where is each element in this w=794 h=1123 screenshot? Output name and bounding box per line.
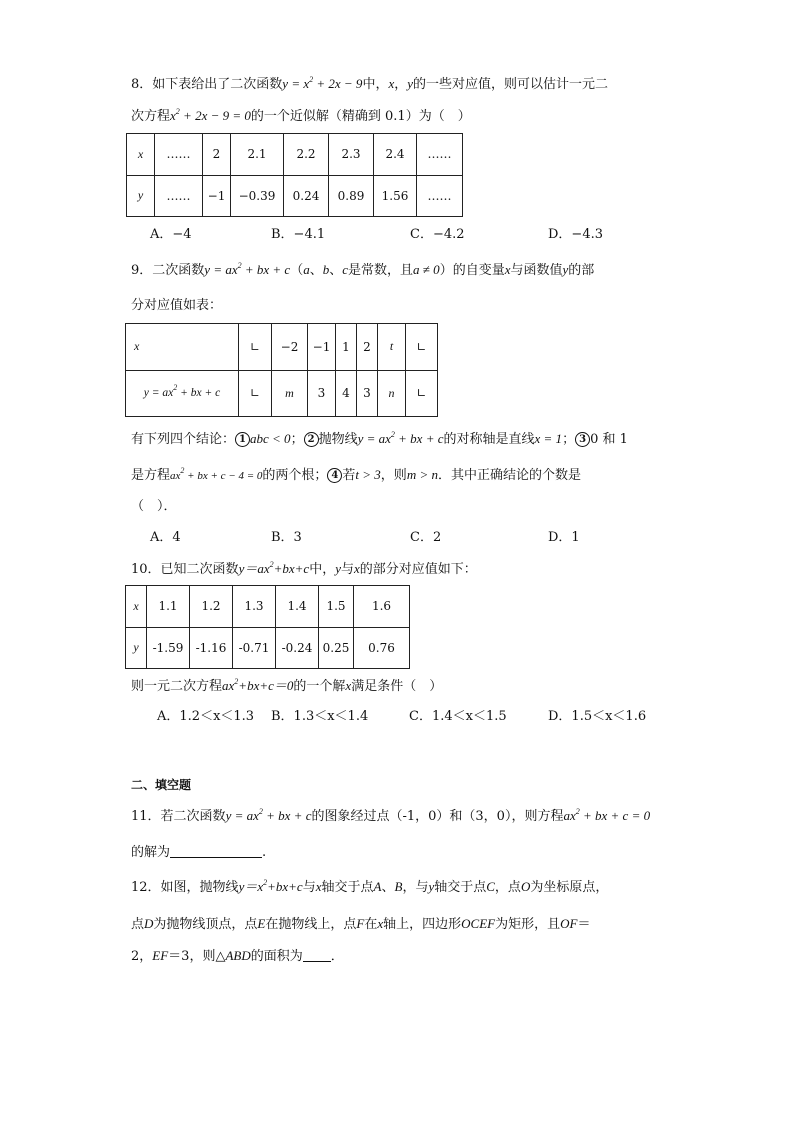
q8-text: 次方程 (131, 109, 171, 124)
q10-option-d[interactable]: D．1.5＜x＜1.6 (548, 709, 647, 724)
table-cell: 0.89 (329, 175, 374, 217)
q11-line-2 (131, 843, 266, 863)
q10-text: 已知二次函数 (160, 562, 239, 577)
q9-function: $y = ax^2$ + bx + c (204, 261, 291, 277)
q8-value-table (126, 133, 463, 217)
table-cell: 1.5 (319, 586, 354, 628)
table-cell: 1 (336, 324, 357, 371)
table-cell: −0.39 (231, 175, 284, 217)
q11-function: $y = ax^2$ + bx + c (225, 807, 312, 823)
q12-text: 轴交于点 (321, 880, 374, 895)
q12-var: O (520, 879, 531, 894)
q9-text: 的两个根； (262, 468, 328, 483)
circled-number-icon: 3 (575, 432, 590, 447)
q10-function: $y=ax^2+bx+c$ (238, 560, 310, 576)
q9-conclusion-2-function: $y = ax^2$ + bx + c (357, 430, 444, 446)
q8-options (150, 225, 750, 245)
q8-text: 的一个近似解（精确到 0.1）为（ ） (250, 109, 471, 124)
table-cell: y (127, 175, 155, 217)
q12-text: 在 (364, 917, 378, 932)
q9-text: （ (290, 263, 304, 278)
q9-conclusions-line-2 (131, 465, 581, 486)
q12-var: C (486, 879, 495, 894)
q12-var: F (356, 916, 365, 931)
q12-text: 轴上，四边形 (383, 917, 462, 932)
table-cell: y (126, 627, 147, 669)
q12-function: $y=x^2+bx+c$ (238, 878, 303, 894)
q11-text: 若二次函数 (160, 809, 226, 824)
q9-line-1 (131, 260, 594, 281)
q12-var: E (257, 916, 266, 931)
q8-option-a[interactable]: A．−4 (150, 227, 192, 242)
table-cell: -1.59 (147, 627, 190, 669)
circled-number-icon: 2 (304, 432, 319, 447)
q12-line-1 (131, 877, 608, 898)
table-cell: x (126, 586, 147, 628)
q11-text: . (262, 845, 267, 860)
table-cell: x (127, 134, 155, 176)
table-cell: 1.2 (190, 586, 233, 628)
table-cell: 2.4 (374, 134, 417, 176)
circled-number-icon: 4 (327, 468, 342, 483)
table-row (126, 370, 438, 417)
q10-line-1 (131, 559, 477, 580)
q9-var-y: y (562, 262, 569, 277)
q12-text: ＝3，则 (168, 949, 216, 964)
q11-number: 11． (131, 809, 161, 824)
q9-text: 抛物线 (318, 432, 358, 447)
q8-option-b[interactable]: B．−4.1 (271, 227, 326, 242)
q12-number: 12． (131, 880, 161, 895)
q9-text: 若 (342, 468, 356, 483)
q10-equation: $ax^2+bx+c=0$ (222, 677, 294, 693)
q12-text: 的面积为 (250, 949, 303, 964)
table-cell: 0.76 (354, 627, 410, 669)
table-row (127, 134, 463, 176)
table-cell: 1.6 (354, 586, 410, 628)
table-cell: n (378, 370, 406, 417)
q9-paren-line (131, 497, 177, 517)
q12-var: D (144, 916, 154, 931)
q10-line-2 (131, 676, 442, 697)
q9-option-b[interactable]: B．3 (271, 530, 302, 545)
table-cell: -0.24 (276, 627, 319, 669)
table-cell: ∟ (239, 370, 272, 417)
table-cell: 2.2 (284, 134, 329, 176)
q12-text: ＝ (577, 917, 591, 932)
q10-var-x: x (345, 678, 352, 693)
q9-text: ．其中正确结论的个数是 (437, 468, 581, 483)
q9-text: ； (562, 432, 576, 447)
q9-option-d[interactable]: D．1 (548, 530, 580, 545)
q8-line-1 (131, 74, 608, 95)
q9-text: 、 (329, 263, 343, 278)
section-heading: 二、填空题 (131, 778, 192, 792)
table-cell: …… (155, 134, 203, 176)
q10-option-c[interactable]: C．1.4＜x＜1.5 (409, 709, 507, 724)
q12-text: ． (330, 949, 344, 964)
q11-equation: $ax^2$ + bx + c = 0 (563, 807, 651, 823)
q12-var: A (373, 879, 382, 894)
q9-text: ）的自变量 (439, 263, 505, 278)
table-cell: 2 (203, 134, 231, 176)
q9-conclusion-4-result: m > n (406, 467, 438, 482)
table-row (126, 627, 410, 669)
q11-text: 的图象经过点（-1，0）和（3，0），则方程 (311, 809, 564, 824)
q9-number: 9． (131, 263, 153, 278)
q12-line-2 (131, 914, 590, 935)
table-cell: 1.56 (374, 175, 417, 217)
q10-var-y: y (335, 561, 341, 576)
q9-text: 有下列四个结论： (131, 432, 236, 447)
table-cell: m (272, 370, 308, 417)
q10-number: 10． (131, 562, 161, 577)
table-cell: …… (417, 134, 463, 176)
q12-var: OCEF (461, 916, 496, 931)
table-cell: -1.16 (190, 627, 233, 669)
q9-text: 与函数值 (510, 263, 563, 278)
q10-options (157, 707, 757, 727)
q9-text: 的部 (568, 263, 595, 278)
q10-text: 与 (341, 562, 355, 577)
q11-text: 的解为 (131, 845, 171, 860)
q8-text: 的一些对应值，则可以估计一元二 (413, 77, 609, 92)
q8-option-c[interactable]: C．−4.2 (410, 227, 465, 242)
q12-var: y (428, 879, 435, 894)
q9-answer-paren: （ ）． (131, 499, 177, 514)
q9-option-c[interactable]: C．2 (410, 530, 442, 545)
q10-text: 的一个解 (293, 679, 346, 694)
q10-text: 中， (309, 562, 336, 577)
q12-var: B (394, 879, 403, 894)
q8-var-y: y (407, 76, 414, 91)
q12-text: 与 (302, 880, 316, 895)
table-cell: …… (417, 175, 463, 217)
q11-line-1 (131, 806, 650, 827)
table-cell: t (378, 324, 406, 371)
q8-function: $y = x^2 + 2x - 9$ (282, 75, 363, 91)
q9-conclusion-4-condition: t > 3 (355, 467, 381, 482)
q12-text: ，与 (402, 880, 429, 895)
q9-conclusion-3-equation: $ax^2$ + bx + c − 4 = 0 (170, 466, 263, 482)
q12-text: 2， (131, 949, 153, 964)
q9-conclusion-1: abc < 0 (250, 431, 291, 446)
q9-line-2 (131, 296, 222, 316)
table-row (127, 175, 463, 217)
q12-text: 在抛物线上，点 (265, 917, 357, 932)
q12-text: 为抛物线顶点，点 (153, 917, 258, 932)
table-cell: $y = ax^2$ + bx + c (126, 370, 239, 417)
circled-number-icon: 1 (235, 432, 250, 447)
q12-text: 轴交于点 (434, 880, 487, 895)
table-cell: x (126, 324, 239, 371)
q10-value-table (125, 585, 410, 669)
q10-option-a[interactable]: A．1.2＜x＜1.3 (157, 709, 255, 724)
q9-text: ，则 (380, 468, 407, 483)
table-cell: 2.3 (329, 134, 374, 176)
table-cell: 1.3 (233, 586, 276, 628)
q9-conclusion-2-axis: x = 1 (534, 431, 563, 446)
q10-text: 的部分对应值如下： (359, 562, 477, 577)
table-cell: -0.71 (233, 627, 276, 669)
table-cell: 4 (336, 370, 357, 417)
q9-text: 的对称轴是直线 (443, 432, 535, 447)
q11-answer-blank[interactable] (170, 844, 262, 858)
q8-text: 如下表给出了二次函数 (152, 77, 283, 92)
table-cell: −2 (272, 324, 308, 371)
table-cell: 1.4 (276, 586, 319, 628)
q9-conclusions-line-1 (131, 429, 628, 450)
q9-text: 、 (309, 263, 323, 278)
table-cell: ∟ (406, 370, 438, 417)
q12-var: △ABD (215, 948, 251, 963)
q8-var-x: x (388, 76, 395, 91)
table-cell: ∟ (406, 324, 438, 371)
q9-condition: a ≠ 0 (413, 262, 440, 277)
q8-line-2 (131, 106, 471, 127)
q12-text: 如图，抛物线 (160, 880, 239, 895)
q12-text: 为矩形，且 (495, 917, 561, 932)
q8-comma: ， (394, 77, 408, 92)
q9-option-a[interactable]: A．4 (150, 530, 181, 545)
table-cell: 3 (357, 370, 378, 417)
q12-var: EF (152, 948, 169, 963)
q9-text: 分对应值如表： (131, 298, 223, 313)
table-cell: 0.24 (284, 175, 329, 217)
table-row (126, 586, 410, 628)
table-cell: 0.25 (319, 627, 354, 669)
q9-text: 0 和 1 (590, 432, 628, 447)
table-cell: 3 (308, 370, 336, 417)
q9-var-a: a (303, 262, 310, 277)
table-cell: 2 (357, 324, 378, 371)
q12-answer-blank[interactable] (303, 948, 331, 962)
table-row (126, 324, 438, 371)
table-cell: −1 (203, 175, 231, 217)
q9-text: 是常数，且 (348, 263, 414, 278)
q12-line-3 (131, 946, 344, 967)
q8-equation: $x^2 + 2x - 9 = 0$ (170, 107, 251, 123)
q8-number: 8． (131, 77, 153, 92)
q12-text: 为坐标原点， (530, 880, 609, 895)
table-cell: 2.1 (231, 134, 284, 176)
q8-option-d[interactable]: D．−4.3 (548, 227, 603, 242)
q10-text: 满足条件（ ） (351, 679, 443, 694)
table-cell: −1 (308, 324, 336, 371)
q12-var: x (377, 916, 384, 931)
q12-text: ，点 (494, 880, 521, 895)
q12-var: OF (560, 916, 578, 931)
q12-text: 、 (381, 880, 395, 895)
q9-text: 二次函数 (152, 263, 205, 278)
q12-var: x (315, 879, 322, 894)
table-cell: …… (155, 175, 203, 217)
q10-text: 则一元二次方程 (131, 679, 223, 694)
q9-text: ； (290, 432, 304, 447)
table-cell: ∟ (239, 324, 272, 371)
q12-text: 点 (131, 917, 145, 932)
q9-value-table (125, 323, 438, 417)
q9-var-b: b (322, 262, 330, 277)
q9-text: 是方程 (131, 468, 171, 483)
q9-var-c: c (342, 262, 349, 277)
q10-var-x: x (354, 561, 360, 576)
q9-options (150, 528, 750, 548)
q8-text: 中， (362, 77, 389, 92)
q9-var-x: x (504, 262, 511, 277)
table-cell: 1.1 (147, 586, 190, 628)
q10-option-b[interactable]: B．1.3＜x＜1.4 (271, 709, 369, 724)
